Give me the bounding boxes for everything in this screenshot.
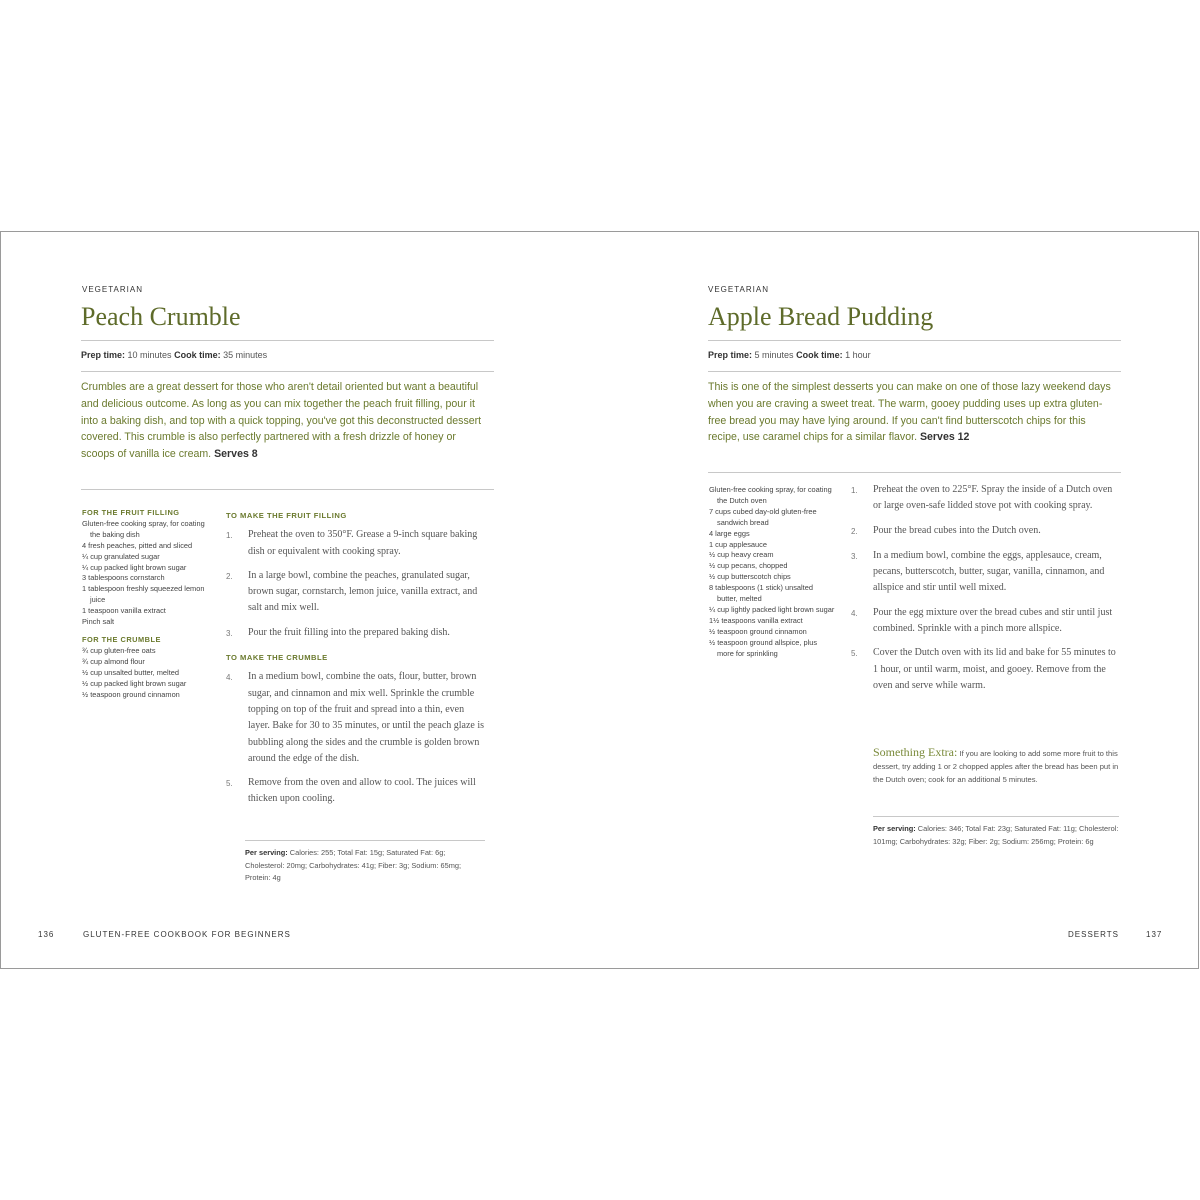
ingredient-item: ¼ cup lightly packed light brown sugar [709, 604, 835, 614]
step-text: Pour the fruit filling into the prepared baking dish. [248, 626, 450, 638]
tip-heading: Something Extra: [873, 745, 958, 759]
instruction-step [851, 482, 1121, 515]
ingredient-item: ½ cup butterscotch chips [709, 572, 791, 582]
ingredient-item: ½ cup unsalted butter, melted [82, 667, 179, 677]
nutrition-info [873, 816, 1119, 848]
instruction-step [226, 669, 486, 767]
instruction-step [226, 625, 486, 642]
book-title-footer: GLUTEN-FREE COOKBOOK FOR BEGINNERS [83, 930, 291, 939]
divider [708, 472, 1121, 473]
step-number: 4. [851, 608, 858, 618]
ingredient-item: 1½ teaspoons vanilla extract [709, 615, 803, 625]
recipe-intro [81, 379, 489, 463]
ingredient-item: 1 cup applesauce [709, 539, 767, 549]
step-number: 1. [226, 531, 233, 541]
instruction-step [226, 527, 486, 560]
ingredient-item: ½ teaspoon ground cinnamon [709, 626, 807, 636]
per-serving-label: Per serving: [873, 824, 916, 833]
cook-value: 1 hour [845, 350, 871, 360]
filling-heading: FOR THE FRUIT FILLING [82, 508, 180, 517]
ingredients-list [82, 508, 212, 700]
step-number: 5. [851, 649, 858, 659]
recipe-intro [708, 379, 1120, 446]
left-page [1, 232, 601, 968]
step-text: In a medium bowl, combine the oats, flour, butter, brown sugar, and cinnamon and mix well. Sprinkle the crumble topping on top of the fruit and spread into a thin, even layer. Bake for 30 to 35 minutes, or until the peach glaze is bubbling along the sides and the crumble is golden brown around the edge of the dish. [248, 671, 485, 764]
instruction-step [226, 568, 486, 617]
divider [81, 489, 494, 490]
make-crumble-heading: TO MAKE THE CRUMBLE [226, 653, 328, 663]
cook-label: Cook time: [174, 350, 221, 360]
step-text: Cover the Dutch oven with its lid and bake for 55 minutes to 1 hour, or until warm, moist, and gooey. Remove from the oven and serve while warm. [873, 647, 1116, 691]
prep-value: 5 minutes [754, 350, 794, 360]
ingredient-item: 4 fresh peaches, pitted and sliced [82, 540, 193, 550]
step-number: 1. [851, 486, 858, 495]
step-text: Preheat the oven to 350°F. Grease a 9-inch square baking dish or equivalent with cooking spray. [248, 529, 478, 557]
ingredient-item: ½ teaspoon ground cinnamon [82, 689, 180, 699]
cook-value: 35 minutes [223, 350, 268, 360]
instruction-step [851, 605, 1121, 638]
ingredient-item: 8 tablespoons (1 stick) unsalted butter, melted [709, 583, 813, 604]
something-extra-tip [873, 746, 1119, 787]
ingredient-item: ¾ cup gluten-free oats [82, 645, 156, 655]
step-text: Pour the egg mixture over the bread cubes and stir until just combined. Sprinkle with a pinch more allspice. [873, 606, 1113, 635]
step-text: Pour the bread cubes into the Dutch oven. [873, 524, 1041, 536]
ingredient-item: 4 large eggs [709, 528, 750, 538]
instruction-step [226, 775, 486, 808]
ingredient-item: 3 tablespoons cornstarch [82, 573, 165, 583]
page-number: 136 [38, 930, 55, 939]
intro-text: This is one of the simplest desserts you can make on one of those lazy weekend days when you are craving a sweet treat. The warm, gooey pudding uses up extra gluten-free bread you may have lying around. If you can't find butterscotch chips for this recipe, use caramel chips for a similar flavor. [708, 381, 1111, 444]
step-text: In a large bowl, combine the peaches, granulated sugar, brown sugar, cornstarch, lemon juice, vanilla extract, and salt and mix well. [248, 569, 478, 614]
instructions [226, 508, 486, 816]
instruction-step [851, 645, 1121, 694]
prep-label: Prep time: [708, 350, 753, 360]
step-text: Remove from the oven and allow to cool. The juices will thicken upon cooling. [248, 777, 476, 805]
ingredients-list [709, 485, 835, 660]
prep-value: 10 minutes [127, 350, 172, 360]
ingredient-item: ½ cup packed light brown sugar [82, 678, 187, 688]
instructions [851, 482, 1121, 702]
step-number: 3. [851, 551, 858, 561]
ingredient-item: 1 teaspoon vanilla extract [82, 606, 166, 616]
book-spread [0, 231, 1199, 969]
prep-cook-times [81, 350, 267, 360]
prep-cook-times [708, 350, 871, 360]
step-number: 2. [226, 571, 233, 581]
ingredient-item: ¾ cup almond flour [82, 656, 145, 666]
tip-text: If you are looking to add some more fruit to this dessert, try adding 1 or 2 chopped apples after the bread has been put in the Dutch oven; cook for an additional 5 minutes. [873, 749, 1119, 785]
ingredient-item: 7 cups cubed day-old gluten-free sandwich bread [709, 506, 817, 527]
ingredient-item: ½ cup heavy cream [709, 550, 774, 560]
per-serving-label: Per serving: [245, 848, 288, 857]
prep-label: Prep time: [81, 350, 126, 360]
cook-label: Cook time: [796, 350, 843, 360]
divider [81, 340, 494, 341]
page-number: 137 [1146, 930, 1163, 939]
divider [708, 371, 1121, 372]
category-label: VEGETARIAN [82, 285, 143, 294]
divider [708, 340, 1121, 341]
serves: Serves 8 [214, 448, 258, 461]
right-page [601, 232, 1199, 968]
ingredient-item: Gluten-free cooking spray, for coating the Dutch oven [709, 485, 832, 505]
per-serving-values: Calories: 346; Total Fat: 23g; Saturated Fat: 11g; Cholesterol: 101mg; Carbohydrates: 32g; Fiber: 2g; Sodium: 256mg; Protein: 6g [873, 824, 1119, 846]
per-serving-values: Calories: 255; Total Fat: 15g; Saturated Fat: 6g; Cholesterol: 20mg; Carbohydrates: 41g; Fiber: 3g; Sodium: 65mg; Protein: 4g [245, 848, 462, 882]
step-number: 5. [226, 779, 233, 789]
ingredient-item: ½ cup pecans, chopped [709, 561, 788, 571]
ingredient-item: Pinch salt [82, 617, 115, 627]
step-text: In a medium bowl, combine the eggs, applesauce, cream, pecans, butterscotch, butter, sugar, vanilla, cinnamon, and allspice and stir until well mixed. [873, 549, 1105, 594]
instruction-step [851, 523, 1121, 540]
step-number: 2. [851, 526, 858, 536]
make-filling-heading: TO MAKE THE FRUIT FILLING [226, 511, 347, 520]
ingredient-item: 1 tablespoon freshly squeezed lemon juice [82, 584, 205, 605]
ingredient-item: ¼ cup granulated sugar [82, 551, 160, 561]
category-label: VEGETARIAN [708, 285, 769, 294]
step-number: 4. [226, 673, 233, 683]
crumble-heading: FOR THE CRUMBLE [82, 634, 161, 644]
recipe-title: Peach Crumble [81, 302, 241, 331]
step-number: 3. [226, 628, 233, 638]
instruction-step [851, 548, 1121, 597]
nutrition-info [245, 840, 485, 885]
ingredient-item: Gluten-free cooking spray, for coating the baking dish [82, 518, 205, 539]
ingredient-item: ½ teaspoon ground allspice, plus more for sprinkling [709, 637, 818, 658]
intro-text: Crumbles are a great dessert for those who aren't detail oriented but want a beautiful and delicious outcome. As long as you can mix together the peach fruit filling, pour it into a baking dish, and top with a quick topping, you've got this deconstructed dessert covered. This crumble is also perfectly partnered with a fresh drizzle of honey or scoops of vanilla ice cream. [81, 381, 482, 461]
recipe-title: Apple Bread Pudding [708, 302, 934, 331]
serves: Serves 12 [919, 431, 970, 444]
divider [81, 371, 494, 372]
section-name-footer: DESSERTS [1068, 930, 1119, 939]
ingredient-item: ¼ cup packed light brown sugar [82, 562, 187, 572]
step-text: Preheat the oven to 225°F. Spray the inside of a Dutch oven or large oven-safe lidded stove pot with cooking spray. [873, 484, 1113, 512]
